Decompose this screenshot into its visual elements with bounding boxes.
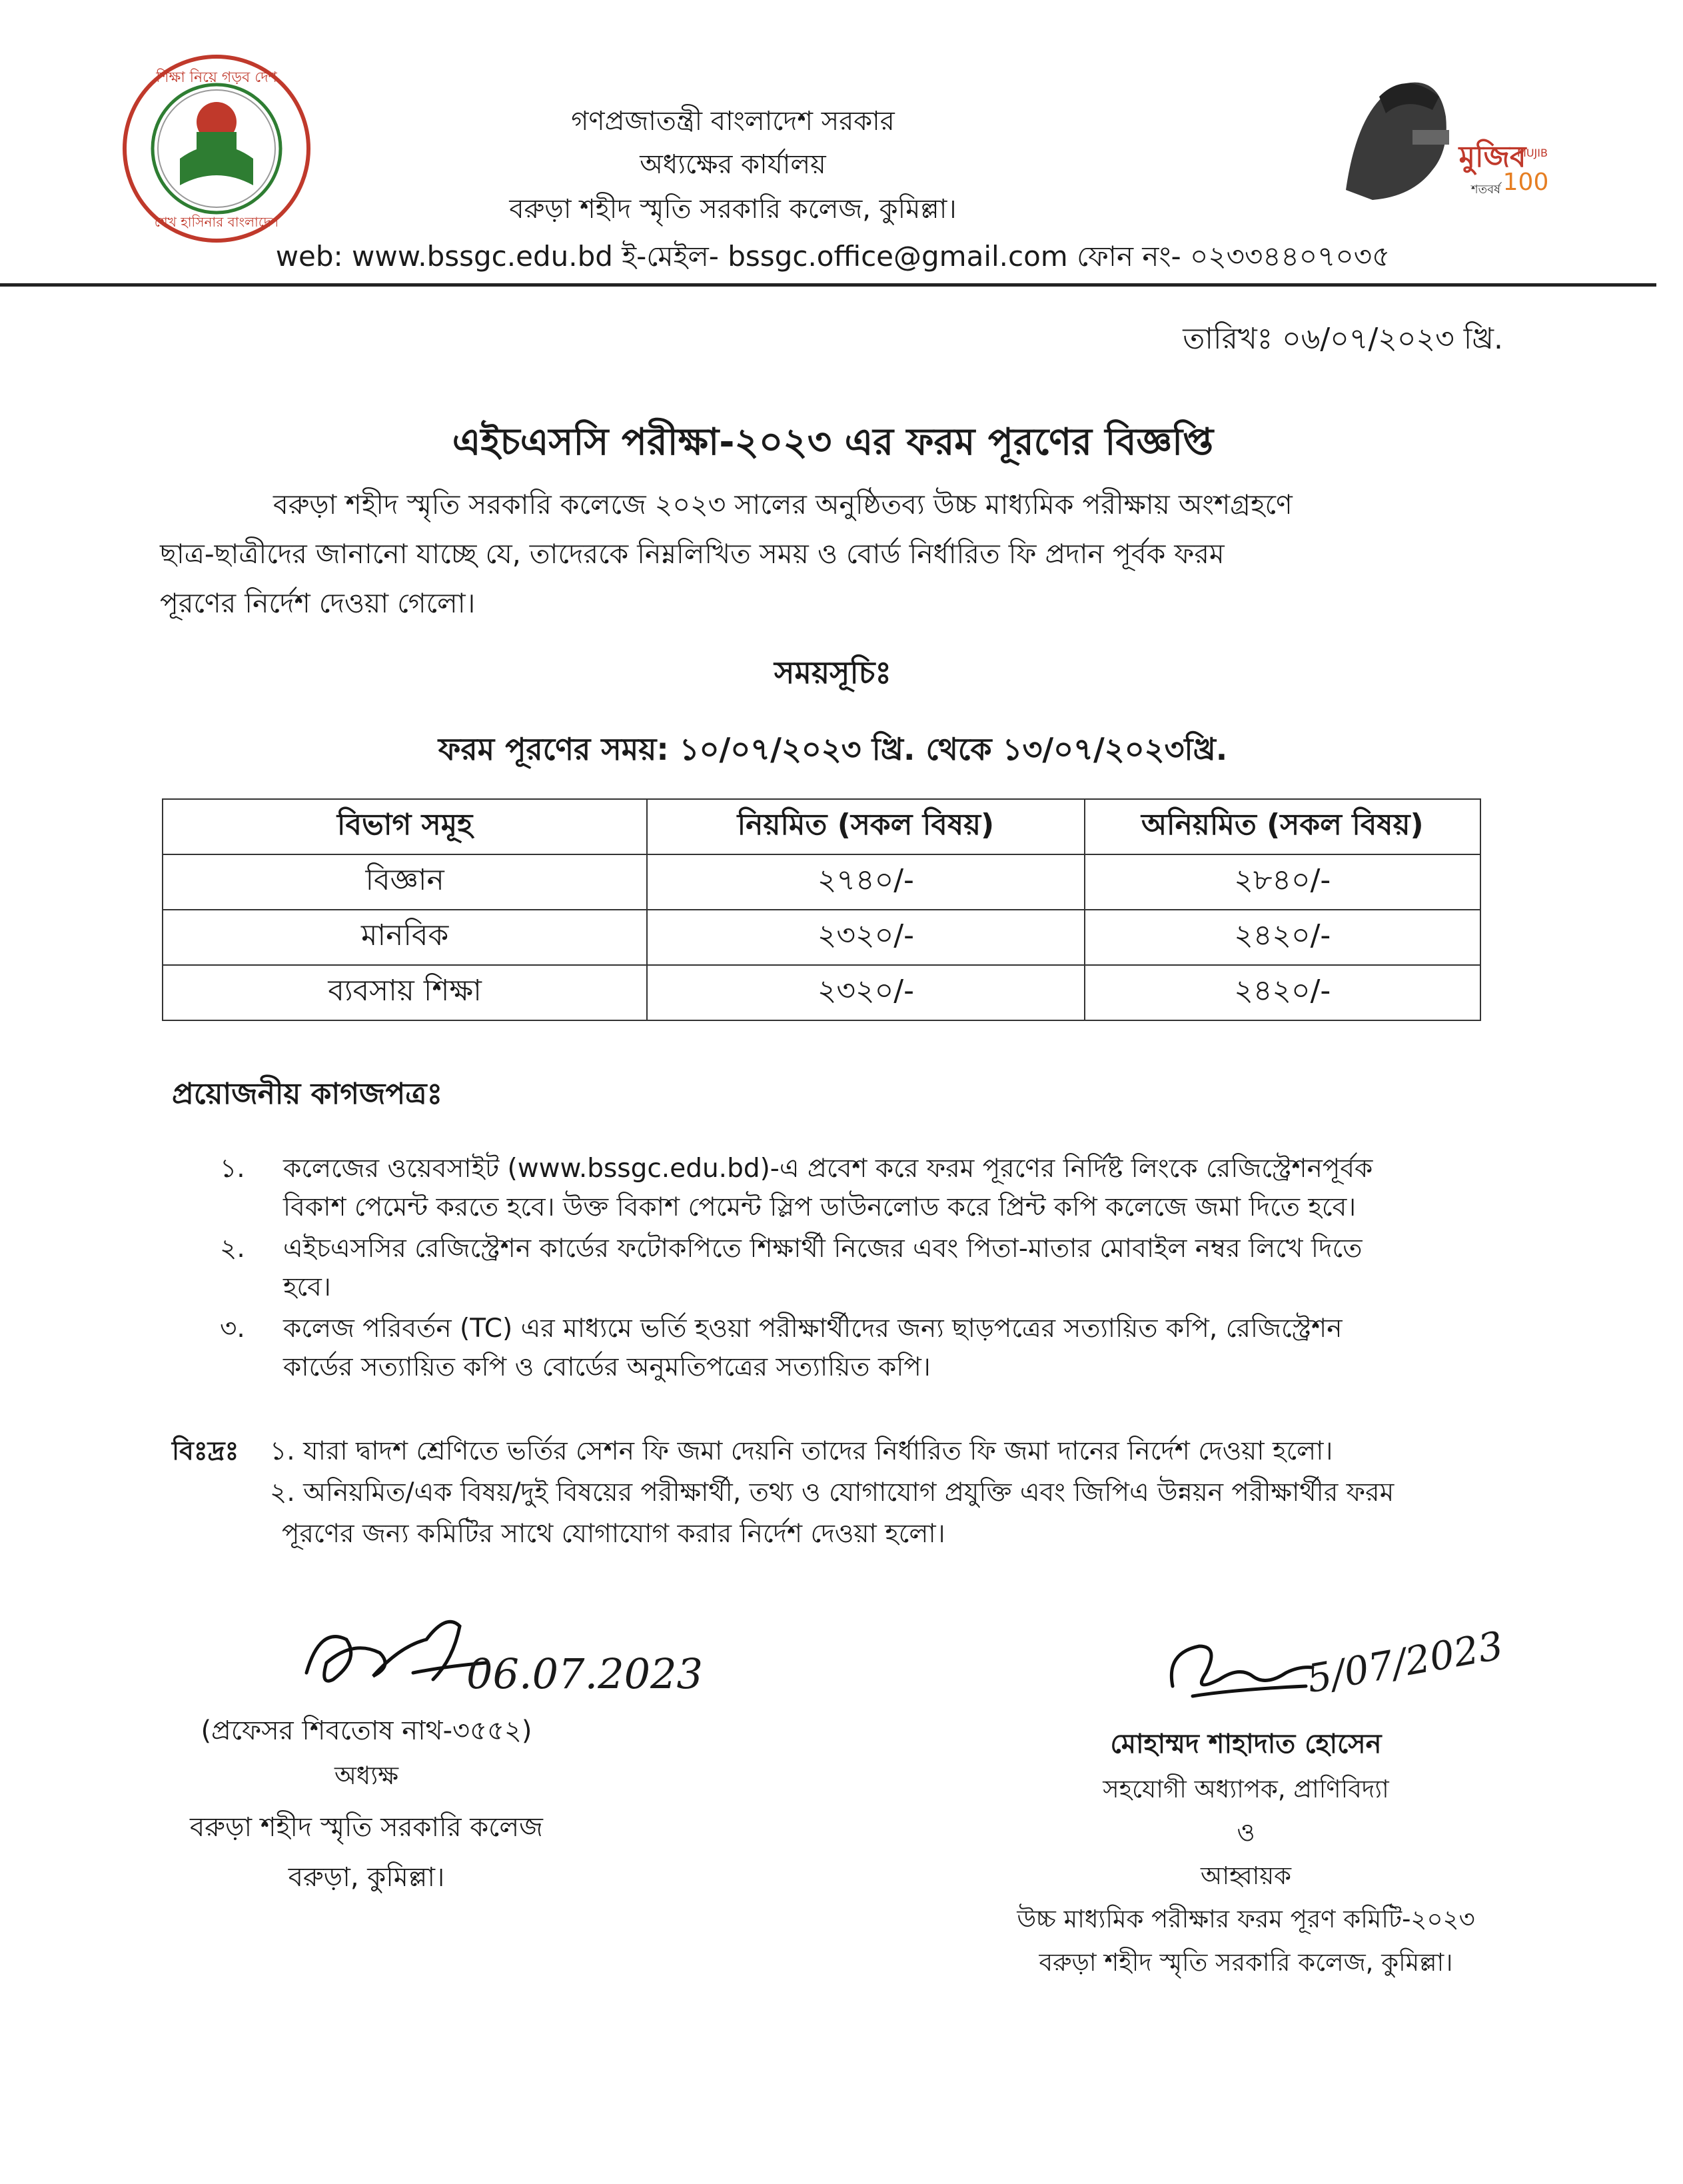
fee-table bbox=[162, 798, 1481, 1021]
cell-department: ব্যবসায় শিক্ষা bbox=[163, 965, 647, 1020]
col-header-regular: নিয়মিত (সকল বিষয়) bbox=[647, 799, 1084, 854]
svg-text:শতবর্ষ: শতবর্ষ bbox=[1470, 183, 1501, 197]
principal-designation: অধ্যক্ষ bbox=[334, 1761, 398, 1790]
notes-list bbox=[270, 1431, 1479, 1555]
requirement-item bbox=[220, 1150, 1479, 1227]
svg-text:100: 100 bbox=[1502, 169, 1549, 196]
convener-role: আহ্বায়ক bbox=[1200, 1861, 1292, 1890]
svg-text:মুজিব: মুজিব bbox=[1458, 140, 1526, 174]
requirement-number: ২. bbox=[220, 1234, 245, 1264]
header-divider bbox=[0, 283, 1656, 287]
svg-text:শেখ হাসিনার বাংলাদেশ: শেখ হাসিনার বাংলাদেশ bbox=[154, 214, 279, 230]
convener-signature bbox=[1153, 1626, 1326, 1706]
cell-regular-fee: ২৭৪০/- bbox=[647, 854, 1084, 910]
note-item-1: ১. যারা দ্বাদশ শ্রেণিতে ভর্তির সেশন ফি জমা দেয়নি তাদের নির্ধারিত ফি জমা দানের নির্দেশ দেওয়া হলো। bbox=[270, 1436, 1333, 1466]
table-row bbox=[163, 910, 1480, 965]
requirement-line: এইচএসসির রেজিস্ট্রেশন কার্ডের ফটোকপিতে শিক্ষার্থী নিজের এবং পিতা-মাতার মোবাইল নম্বর লিখে দিতে bbox=[283, 1234, 1363, 1264]
col-header-irregular: অনিয়মিত (সকল বিষয়) bbox=[1085, 799, 1480, 854]
col-header-department: বিভাগ সমূহ bbox=[163, 799, 647, 854]
contact-line: web: www.bssgc.edu.bd ই-মেইল- bssgc.office@gmail.com ফোন নং- ০২৩৩৪৪০৭০৩৫ bbox=[275, 240, 1391, 273]
principal-handwritten-date: 06.07.2023 bbox=[466, 1649, 703, 1698]
svg-text:শিক্ষা নিয়ে গড়ব দেশ: শিক্ষা নিয়ে গড়ব দেশ bbox=[156, 69, 277, 86]
intro-paragraph bbox=[160, 480, 1479, 628]
mujib-100-logo bbox=[1333, 57, 1552, 210]
principal-name: (প্রফেসর শিবতোষ নাথ-৩৫৫২) bbox=[201, 1715, 532, 1746]
table-row bbox=[163, 854, 1480, 910]
table-row bbox=[163, 965, 1480, 1020]
principal-location: বরুড়া, কুমিল্লা। bbox=[288, 1862, 445, 1893]
note-label: বিঃদ্রঃ bbox=[172, 1436, 239, 1466]
convener-designation: সহযোগী অধ্যাপক, প্রাণিবিদ্যা bbox=[1103, 1775, 1389, 1803]
notice-date: তারিখঃ ০৬/০৭/২০২৩ খ্রি. bbox=[1183, 322, 1503, 356]
requirement-item bbox=[220, 1230, 1479, 1307]
requirement-number: ১. bbox=[220, 1154, 245, 1184]
convener-handwritten-date: 5/07/2023 bbox=[1303, 1622, 1507, 1702]
cell-department: মানবিক bbox=[163, 910, 647, 965]
intro-line-3: পূরণের নির্দেশ দেওয়া গেলো। bbox=[160, 587, 476, 619]
cell-irregular-fee: ২৮৪০/- bbox=[1085, 854, 1480, 910]
cell-irregular-fee: ২৪২০/- bbox=[1085, 965, 1480, 1020]
intro-line-1: বরুড়া শহীদ স্মৃতি সরকারি কলেজে ২০২৩ সালের অনুষ্ঠিতব্য উচ্চ মাধ্যমিক পরীক্ষায় অংশগ্রহণে bbox=[273, 489, 1293, 521]
college-line: বরুড়া শহীদ স্মৃতি সরকারি কলেজ, কুমিল্লা। bbox=[509, 194, 957, 225]
cell-irregular-fee: ২৪২০/- bbox=[1085, 910, 1480, 965]
office-line: অধ্যক্ষের কার্যালয় bbox=[640, 149, 826, 180]
convener-name: মোহাম্মদ শাহাদাত হোসেন bbox=[1110, 1729, 1382, 1759]
requirement-item bbox=[220, 1310, 1479, 1387]
requirement-line: কলেজ পরিবর্তন (TC) এর মাধ্যমে ভর্তি হওয়া পরীক্ষার্থীদের জন্য ছাড়পত্রের সত্যায়িত কপি, রেজিস্ট্রেশন bbox=[283, 1314, 1343, 1344]
requirements-heading: প্রয়োজনীয় কাগজপত্রঃ bbox=[172, 1077, 443, 1111]
svg-text:MUJIB: MUJIB bbox=[1517, 147, 1548, 159]
cell-regular-fee: ২৩২০/- bbox=[647, 910, 1084, 965]
requirement-number: ৩. bbox=[220, 1314, 245, 1344]
requirement-line: বিকাশ পেমেন্ট করতে হবে। উক্ত বিকাশ পেমেন্ট স্লিপ ডাউনলোড করে প্রিন্ট কপি কলেজে জমা দিতে হবে। bbox=[283, 1192, 1357, 1222]
college-logo bbox=[120, 52, 313, 245]
requirement-line: কলেজের ওয়েবসাইট (www.bssgc.edu.bd)-এ প্রবেশ করে ফরম পূরণের নির্দিষ্ট লিংকে রেজিস্ট্রেশনপূর্বক bbox=[283, 1154, 1373, 1184]
requirement-line: কার্ডের সত্যায়িত কপি ও বোর্ডের অনুমতিপত্রের সত্যায়িত কপি। bbox=[283, 1352, 931, 1382]
fee-table-header bbox=[163, 799, 1480, 854]
schedule-heading: সময়সূচিঃ bbox=[774, 654, 891, 690]
requirement-line: হবে। bbox=[283, 1272, 331, 1302]
note-item-2-line-1: ২. অনিয়মিত/এক বিষয়/দুই বিষয়ের পরীক্ষার্থী, তথ্য ও যোগাযোগ প্রযুক্তি এবং জিপিএ উন্নয়ন পরীক্ষার্থীর ফরম bbox=[270, 1478, 1395, 1508]
note-item-2-line-2: পূরণের জন্য কমিটির সাথে যোগাযোগ করার নির্দেশ দেওয়া হলো। bbox=[282, 1519, 945, 1549]
government-line: গণপ্রজাতন্ত্রী বাংলাদেশ সরকার bbox=[571, 106, 895, 137]
intro-line-2: ছাত্র-ছাত্রীদের জানানো যাচ্ছে যে, তাদেরকে নিম্নলিখিত সময় ও বোর্ড নির্ধারিত ফি প্রদান পূর্বক ফরম bbox=[160, 538, 1225, 570]
cell-regular-fee: ২৩২০/- bbox=[647, 965, 1084, 1020]
notice-title: এইচএসসি পরীক্ষা-২০২৩ এর ফরম পূরণের বিজ্ঞপ্তি bbox=[452, 421, 1214, 464]
convener-and: ও bbox=[1237, 1818, 1255, 1847]
principal-college: বরুড়া শহীদ স্মৃতি সরকারি কলেজ bbox=[190, 1812, 543, 1843]
convener-committee: উচ্চ মাধ্যমিক পরীক্ষার ফরম পূরণ কমিটি-২০২৩ bbox=[1017, 1905, 1475, 1933]
cell-department: বিজ্ঞান bbox=[163, 854, 647, 910]
convener-college: বরুড়া শহীদ স্মৃতি সরকারি কলেজ, কুমিল্লা। bbox=[1039, 1948, 1453, 1977]
schedule-time: ফরম পূরণের সময়: ১০/০৭/২০২৩ খ্রি. থেকে ১৩/০৭/২০২৩খ্রি. bbox=[438, 731, 1228, 767]
